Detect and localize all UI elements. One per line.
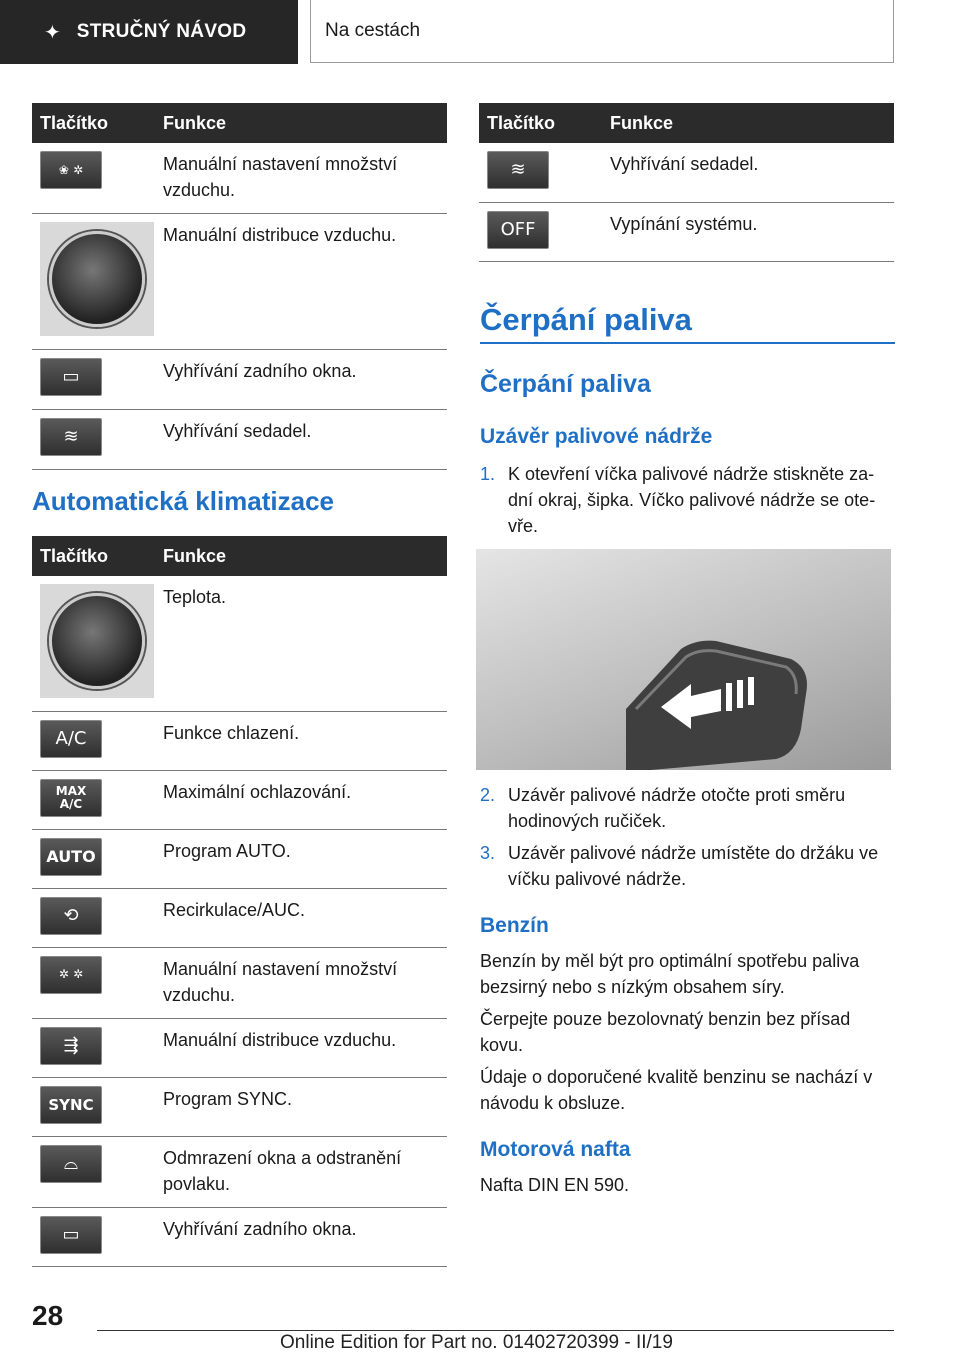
paragraph: Údaje o doporučené kvalitě benzinu se nachází v návodu k obsluze.: [480, 1067, 873, 1113]
header-tab[interactable]: [0, 0, 298, 64]
col-header-button: Tlačítko: [32, 536, 155, 576]
table-row: [32, 1018, 447, 1077]
row-text: Recirkulace/AUC.: [155, 888, 447, 947]
row-text: Vyhřívání sedadel.: [155, 410, 447, 470]
row-text: Funkce chlazení.: [155, 711, 447, 770]
heading-fuel-cap: Uzávěr palivové nádrže: [480, 425, 713, 448]
paragraph: Benzín by měl být pro optimální spotřebu paliva bezsirný nebo s nízkým obsahem síry.: [480, 951, 860, 997]
recirculation-icon: ⟲: [40, 897, 102, 935]
row-text: Manuální nastavení množství vzduchu.: [155, 947, 447, 1018]
seat-heating-icon: ≋: [487, 151, 549, 189]
col-header-button: Tlačítko: [479, 103, 602, 143]
row-text: Manuální nastavení množství vzduchu.: [155, 143, 447, 214]
page-number: 28: [32, 1300, 64, 1331]
rear-window-heating-icon: ▭: [40, 1216, 102, 1254]
table-row: [32, 1077, 447, 1136]
row-text: Odmrazení okna a odstranění povlaku.: [155, 1136, 447, 1207]
section-rule: [480, 342, 895, 344]
fan-off-icon: ❀ ✲: [40, 151, 102, 189]
row-text: Maximální ochlazování.: [155, 770, 447, 829]
col-header-function: Funkce: [155, 536, 447, 576]
footer-rule: [97, 1330, 894, 1331]
fan-speed-icon: ✲ ✲: [40, 956, 102, 994]
car-star-icon: ✦: [44, 21, 61, 44]
header-section: [310, 0, 894, 63]
table-row: [32, 711, 447, 770]
table-row: [32, 770, 447, 829]
table-manual-controls: [32, 103, 447, 470]
heading-diesel: Motorová nafta: [480, 1138, 631, 1161]
row-text: Teplota.: [155, 576, 447, 711]
max-defrost-icon: ⌓: [40, 1145, 102, 1183]
heading-petrol: Benzín: [480, 914, 549, 937]
row-text: Vyhřívání zadního okna.: [155, 1207, 447, 1266]
table-row: [479, 202, 894, 261]
row-text: Vyhřívání sedadel.: [602, 143, 894, 202]
col-header-button: Tlačítko: [32, 103, 155, 143]
table-row: [32, 829, 447, 888]
auto-climate-heading: Automatická klimatizace: [32, 486, 335, 516]
table-row: [479, 143, 894, 202]
footer-text: Online Edition for Part no. 01402720399 - II/19: [280, 1332, 673, 1353]
table-row: [32, 350, 447, 410]
paragraph: Nafta DIN EN 590.: [480, 1175, 630, 1195]
col-header-function: Funkce: [602, 103, 894, 143]
table-row: [32, 576, 447, 711]
section-title-fuel: Čerpání paliva: [480, 302, 692, 337]
row-text: Manuální distribuce vzduchu.: [155, 1018, 447, 1077]
row-text: Program SYNC.: [155, 1077, 447, 1136]
row-text: Vypínání systému.: [602, 202, 894, 261]
rear-window-heating-icon: ▭: [40, 358, 102, 396]
header-section-title: Na cestách: [325, 20, 421, 41]
max-ac-button-icon: MAX A/C: [40, 779, 102, 817]
table-row: [32, 214, 447, 350]
row-text: Manuální distribuce vzduchu.: [155, 214, 447, 350]
table-auto-climate: [32, 536, 447, 1267]
header-tab-label: STRUČNÝ NÁVOD: [76, 21, 247, 42]
ac-button-icon: A/C: [40, 720, 102, 758]
off-button-icon: OFF: [487, 211, 549, 249]
table-row: [32, 947, 447, 1018]
fuel-flap-photo: [476, 549, 891, 770]
temperature-knob-icon: [40, 584, 154, 698]
seat-heating-icon: ≋: [40, 418, 102, 456]
col-header-function: Funkce: [155, 103, 447, 143]
row-text: Vyhřívání zadního okna.: [155, 350, 447, 410]
table-right-controls: [479, 103, 894, 262]
paragraph: Čerpejte pouze bezolovnatý benzin bez přísad kovu.: [480, 1009, 851, 1055]
sync-button-icon: SYNC: [40, 1086, 102, 1124]
subsection-title-fuel: Čerpání paliva: [480, 370, 651, 398]
table-row: [32, 888, 447, 947]
air-distribution-knob-icon: [40, 222, 154, 336]
table-row: [32, 1136, 447, 1207]
table-row: [32, 410, 447, 470]
auto-button-icon: AUTO: [40, 838, 102, 876]
air-distribution-icon: ⇶: [40, 1027, 102, 1065]
row-text: Program AUTO.: [155, 829, 447, 888]
table-row: [32, 1207, 447, 1266]
table-row: [32, 143, 447, 214]
